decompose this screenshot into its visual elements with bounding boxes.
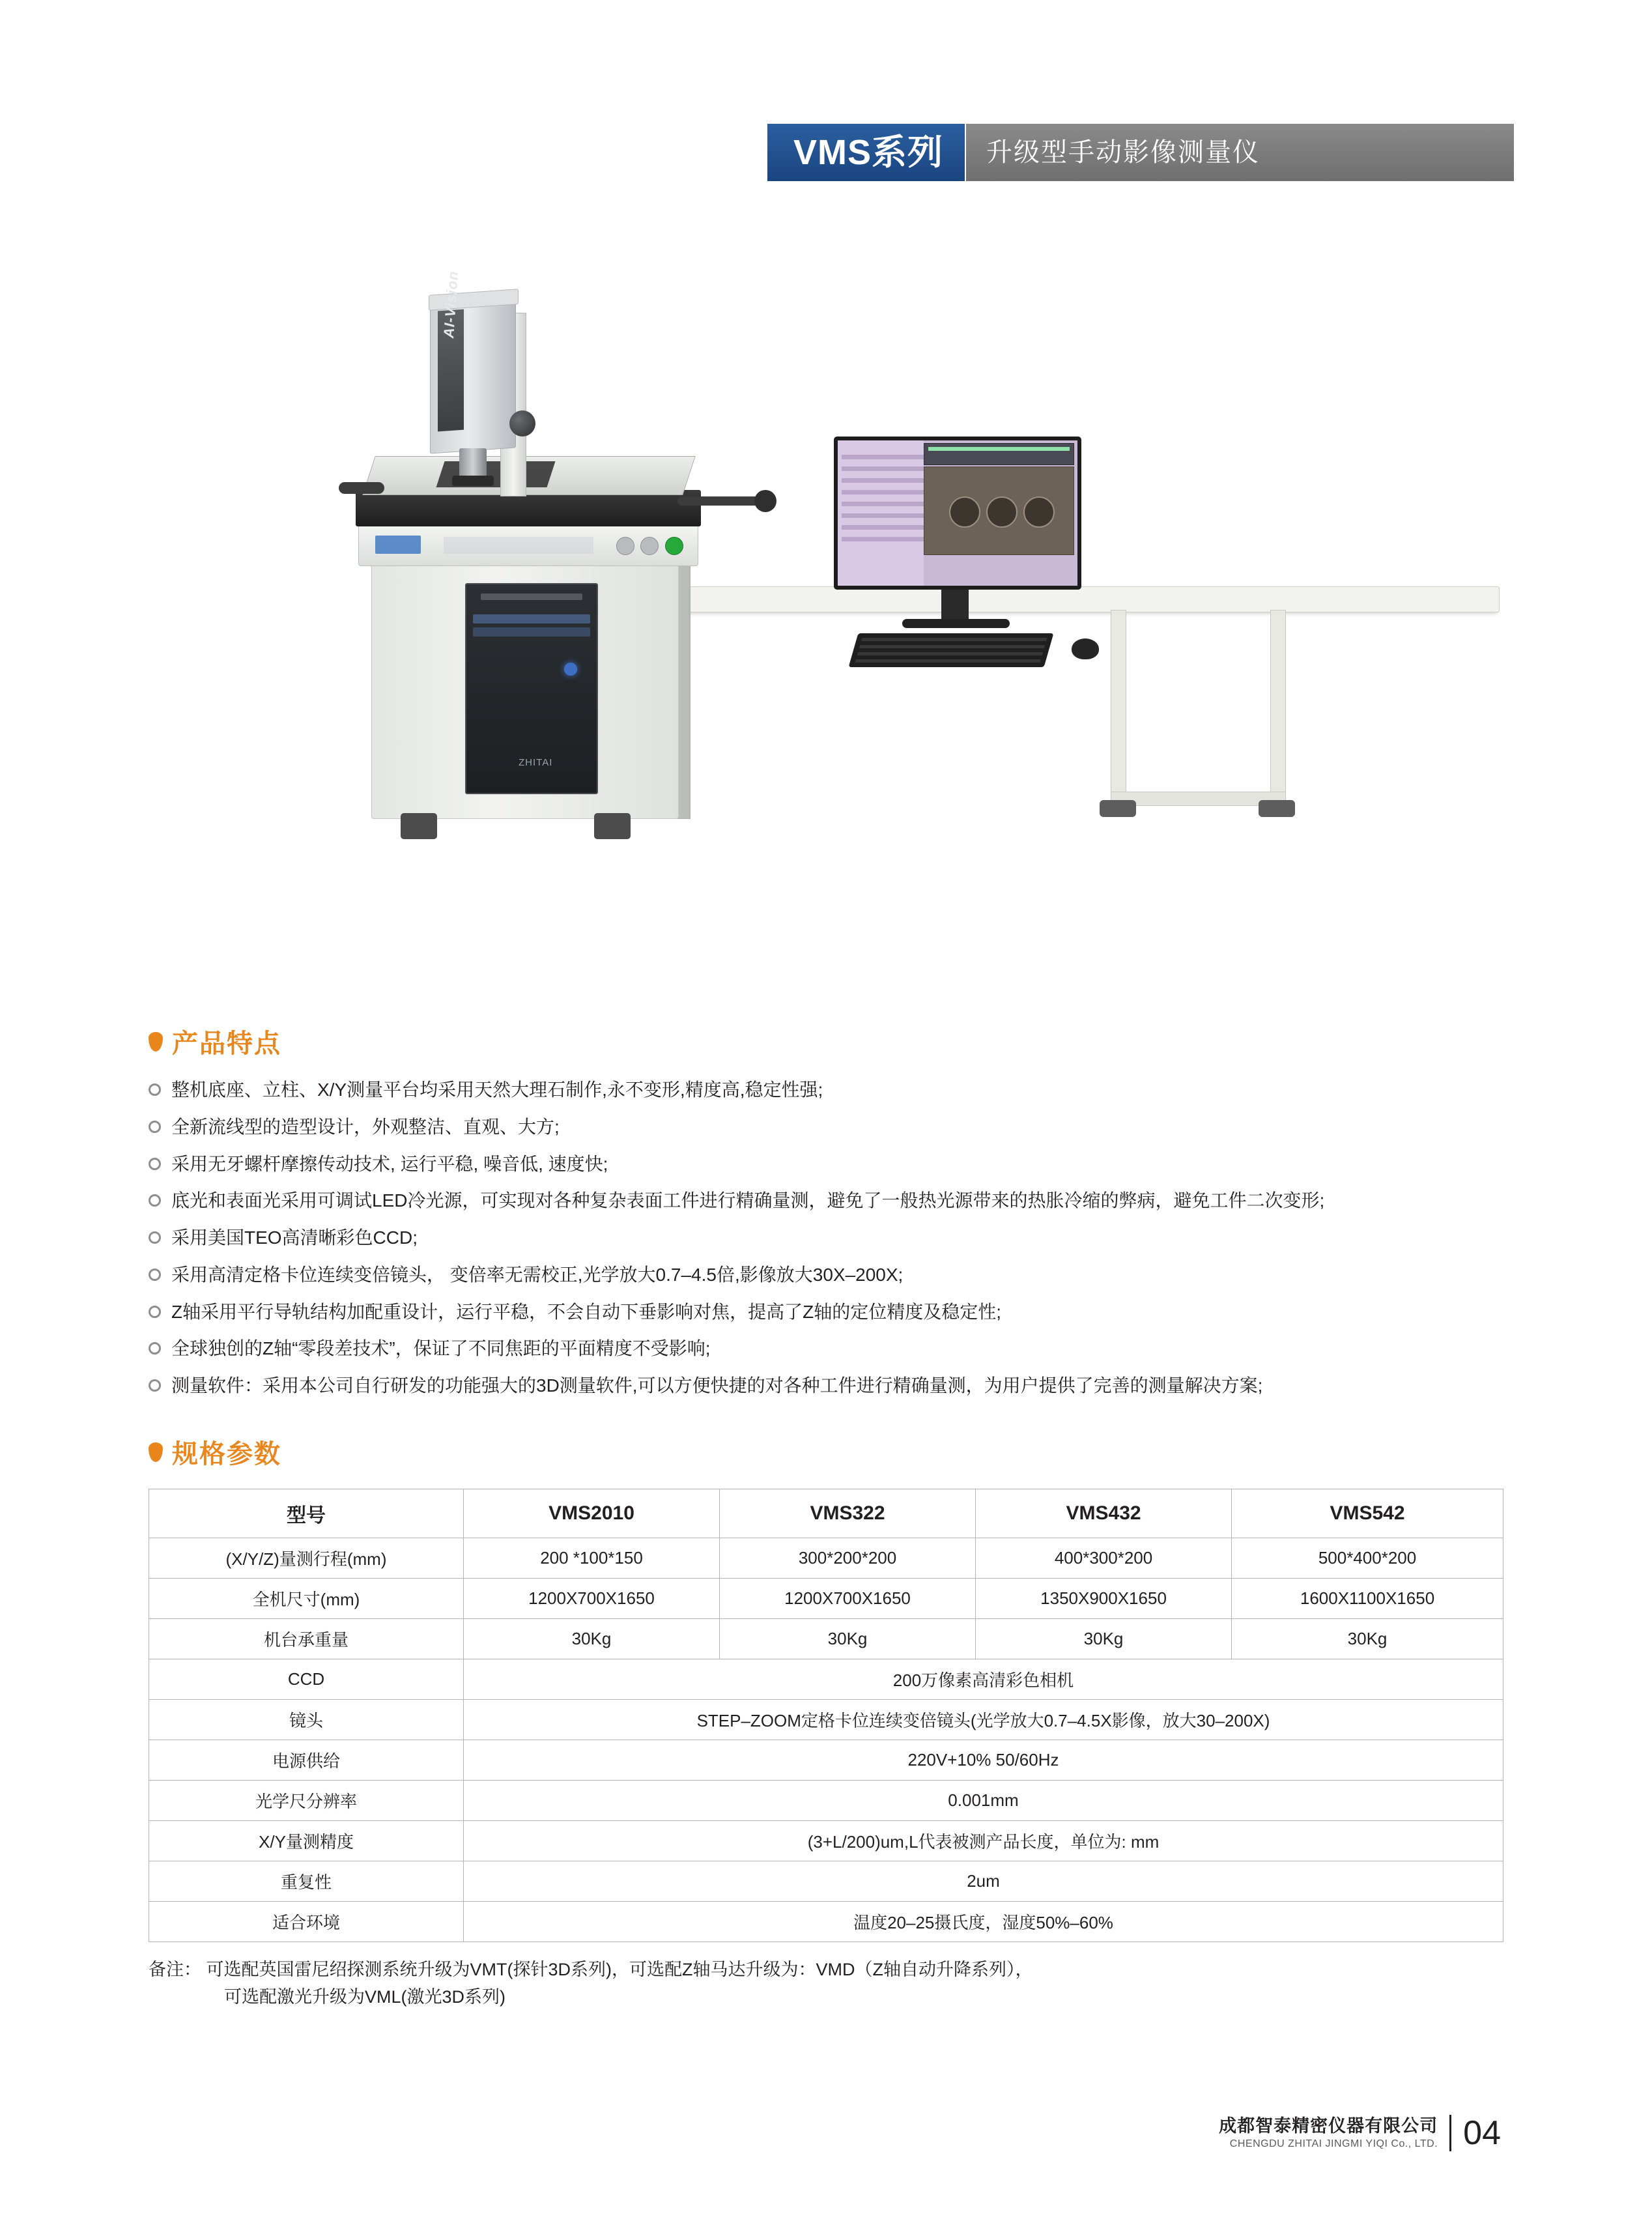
cell: STEP–ZOOM定格卡位连续变倍镜头(光学放大0.7–4.5X影像，放大30–200X) bbox=[464, 1700, 1503, 1740]
table-row bbox=[149, 1619, 1503, 1659]
feature-text: Z轴采用平行导轨结构加配重设计，运行平稳，不会自动下垂影响对焦，提高了Z轴的定位精度及稳定性; bbox=[171, 1301, 1001, 1322]
monitor-screen bbox=[838, 440, 1077, 586]
machine-nameplate bbox=[444, 537, 593, 554]
table-row bbox=[149, 1579, 1503, 1619]
desk-top bbox=[677, 586, 1500, 612]
cell: 1600X1100X1650 bbox=[1232, 1579, 1503, 1619]
cell: 220V+10% 50/60Hz bbox=[464, 1740, 1503, 1781]
series-title: VMS系列 bbox=[793, 133, 944, 172]
computer-tower bbox=[465, 583, 598, 794]
cell: 200万像素高清彩色相机 bbox=[464, 1659, 1503, 1700]
cell: 30Kg bbox=[976, 1619, 1232, 1659]
control-knob-1 bbox=[616, 537, 634, 555]
feature-text: 底光和表面光采用可调试LED冷光源，可实现对各种复杂表面工件进行精确量测，避免了一般热光源带来的热胀冷缩的弊病，避免工件二次变形; bbox=[171, 1190, 1325, 1211]
company-name-en: CHENGDU ZHITAI JINGMI YIQI Co., LTD. bbox=[1229, 2138, 1438, 2149]
droplet-icon bbox=[149, 1032, 163, 1052]
row-label: (X/Y/Z)量测行程(mm) bbox=[149, 1538, 464, 1579]
machine-control-panel bbox=[358, 524, 698, 566]
column-header: VMS542 bbox=[1232, 1489, 1503, 1538]
features-title-text: 产品特点 bbox=[172, 1029, 281, 1058]
table-row bbox=[149, 1821, 1503, 1861]
row-label: CCD bbox=[149, 1659, 464, 1700]
row-label: 镜头 bbox=[149, 1700, 464, 1740]
specs-note bbox=[149, 1956, 1503, 2011]
desk-foot-left bbox=[1100, 800, 1136, 817]
product-photo bbox=[313, 195, 1329, 977]
cell: 30Kg bbox=[1232, 1619, 1503, 1659]
monitor bbox=[834, 437, 1081, 590]
table-row bbox=[149, 1740, 1503, 1781]
cell: 1200X700X1650 bbox=[720, 1579, 976, 1619]
cell: 200 *100*150 bbox=[464, 1538, 720, 1579]
software-toolbar bbox=[924, 443, 1074, 465]
ring-bullet-icon bbox=[149, 1379, 161, 1392]
tower-brand-label: ZHITAI bbox=[519, 757, 553, 768]
series-badge bbox=[767, 124, 965, 181]
company-block bbox=[1219, 2115, 1438, 2151]
feature-text: 采用美国TEO高清晰彩色CCD; bbox=[171, 1227, 418, 1248]
cell: 1200X700X1650 bbox=[464, 1579, 720, 1619]
list-item bbox=[149, 1299, 1324, 1325]
tower-drive-bay-2 bbox=[473, 627, 590, 637]
feature-text: 整机底座、立柱、X/Y测量平台均采用天然大理石制作,永不变形,精度高,稳定性强; bbox=[171, 1080, 823, 1100]
focus-knob bbox=[509, 410, 535, 437]
monitor-neck bbox=[941, 590, 969, 621]
feature-text: 采用无牙螺杆摩擦传动技术, 运行平稳, 噪音低, 速度快; bbox=[171, 1153, 608, 1174]
stage-rail-right bbox=[677, 496, 762, 506]
features-section bbox=[149, 1023, 1324, 1410]
ring-bullet-icon bbox=[149, 1306, 161, 1318]
subtitle-badge bbox=[965, 124, 1514, 181]
column-header: 型号 bbox=[149, 1489, 464, 1538]
cell: 2um bbox=[464, 1861, 1503, 1902]
page-header-banner bbox=[767, 124, 1514, 181]
ring-bullet-icon bbox=[149, 1194, 161, 1207]
features-heading bbox=[149, 1023, 1324, 1060]
column-header: VMS2010 bbox=[464, 1489, 720, 1538]
list-item bbox=[149, 1188, 1324, 1214]
ring-bullet-icon bbox=[149, 1083, 161, 1096]
machine-brand-label: AI-Vision bbox=[440, 270, 462, 339]
ring-bullet-icon bbox=[149, 1121, 161, 1133]
row-label: 适合环境 bbox=[149, 1902, 464, 1942]
row-label: 全机尺寸(mm) bbox=[149, 1579, 464, 1619]
row-label: 电源供给 bbox=[149, 1740, 464, 1781]
keyboard-keys bbox=[855, 638, 1047, 663]
specs-heading bbox=[149, 1433, 1503, 1470]
specs-title-text: 规格参数 bbox=[172, 1440, 281, 1469]
tower-top-strip bbox=[481, 594, 582, 600]
list-item bbox=[149, 1151, 1324, 1177]
keyboard bbox=[849, 633, 1054, 667]
table-row bbox=[149, 1659, 1503, 1700]
list-item bbox=[149, 1077, 1324, 1103]
stage-rail-left bbox=[339, 482, 384, 494]
feature-text: 采用高清定格卡位连续变倍镜头， 变倍率无需校正,光学放大0.7–4.5倍,影像放大30X–200X; bbox=[171, 1264, 904, 1285]
power-button bbox=[665, 537, 683, 555]
cabinet-foot-left bbox=[401, 813, 437, 839]
ring-bullet-icon bbox=[149, 1231, 161, 1244]
desk-leg-right bbox=[1270, 610, 1286, 807]
droplet-icon bbox=[149, 1442, 163, 1462]
stage-base bbox=[356, 490, 701, 526]
note-line-2: 可选配激光升级为VML(激光3D系列) bbox=[224, 1986, 506, 2007]
table-row bbox=[149, 1861, 1503, 1902]
specs-section bbox=[149, 1433, 1503, 2011]
cell: 300*200*200 bbox=[720, 1538, 976, 1579]
list-item bbox=[149, 1114, 1324, 1140]
workpiece-hole-1 bbox=[949, 496, 980, 528]
company-name-cn: 成都智泰精密仪器有限公司 bbox=[1219, 2116, 1438, 2136]
monitor-base bbox=[902, 619, 1010, 628]
tower-power-led bbox=[564, 663, 577, 676]
features-list bbox=[149, 1077, 1324, 1399]
page-footer bbox=[1219, 2115, 1501, 2151]
row-label: 机台承重量 bbox=[149, 1619, 464, 1659]
list-item bbox=[149, 1373, 1324, 1399]
row-label: X/Y量测精度 bbox=[149, 1821, 464, 1861]
ring-bullet-icon bbox=[149, 1158, 161, 1170]
ring-bullet-icon bbox=[149, 1268, 161, 1281]
column-header: VMS432 bbox=[976, 1489, 1232, 1538]
desk-foot-right bbox=[1259, 800, 1295, 817]
desk-leg-left bbox=[1111, 610, 1126, 807]
feature-text: 测量软件：采用本公司自行研发的功能强大的3D测量软件,可以方便快捷的对各种工件进行精确量测，为用户提供了完善的测量解决方案; bbox=[171, 1375, 1263, 1396]
table-row bbox=[149, 1700, 1503, 1740]
feature-text: 全新流线型的造型设计，外观整洁、直观、大方; bbox=[171, 1116, 560, 1137]
cell: (3+L/200)um,L代表被测产品长度，单位为: mm bbox=[464, 1821, 1503, 1861]
row-label: 重复性 bbox=[149, 1861, 464, 1902]
machine-logo bbox=[375, 536, 421, 554]
ring-bullet-icon bbox=[149, 1342, 161, 1354]
table-row bbox=[149, 1902, 1503, 1942]
cell: 1350X900X1650 bbox=[976, 1579, 1232, 1619]
workpiece-hole-2 bbox=[986, 496, 1018, 528]
cell: 温度20–25摄氏度，湿度50%–60% bbox=[464, 1902, 1503, 1942]
lens-ring-light bbox=[452, 476, 494, 486]
specifications-table bbox=[149, 1489, 1503, 1942]
software-image-view bbox=[924, 466, 1074, 555]
mouse bbox=[1072, 638, 1099, 659]
header-subtitle: 升级型手动影像测量仪 bbox=[986, 138, 1260, 167]
cell: 30Kg bbox=[464, 1619, 720, 1659]
cabinet-foot-right bbox=[594, 813, 631, 839]
page-number: 04 bbox=[1463, 2114, 1501, 2152]
tower-drive-bay-1 bbox=[473, 614, 590, 624]
table-row bbox=[149, 1538, 1503, 1579]
cell: 0.001mm bbox=[464, 1781, 1503, 1821]
footer-divider bbox=[1449, 2115, 1451, 2151]
list-item bbox=[149, 1336, 1324, 1362]
control-knob-2 bbox=[640, 537, 659, 555]
list-item bbox=[149, 1225, 1324, 1251]
table-row bbox=[149, 1781, 1503, 1821]
table-header-row bbox=[149, 1489, 1503, 1538]
column-header: VMS322 bbox=[720, 1489, 976, 1538]
cell: 400*300*200 bbox=[976, 1538, 1232, 1579]
row-label: 光学尺分辨率 bbox=[149, 1781, 464, 1821]
list-item bbox=[149, 1262, 1324, 1288]
cell: 30Kg bbox=[720, 1619, 976, 1659]
note-line-1: 备注： 可选配英国雷尼绍探测系统升级为VMT(探针3D系列)，可选配Z轴马达升级为：VMD（Z轴自动升降系列）， bbox=[149, 1960, 1033, 1979]
stage-hand-wheel bbox=[754, 490, 776, 512]
workpiece-hole-3 bbox=[1023, 496, 1055, 528]
cell: 500*400*200 bbox=[1232, 1538, 1503, 1579]
feature-text: 全球独创的Z轴“零段差技术”，保证了不同焦距的平面精度不受影响; bbox=[171, 1338, 711, 1359]
